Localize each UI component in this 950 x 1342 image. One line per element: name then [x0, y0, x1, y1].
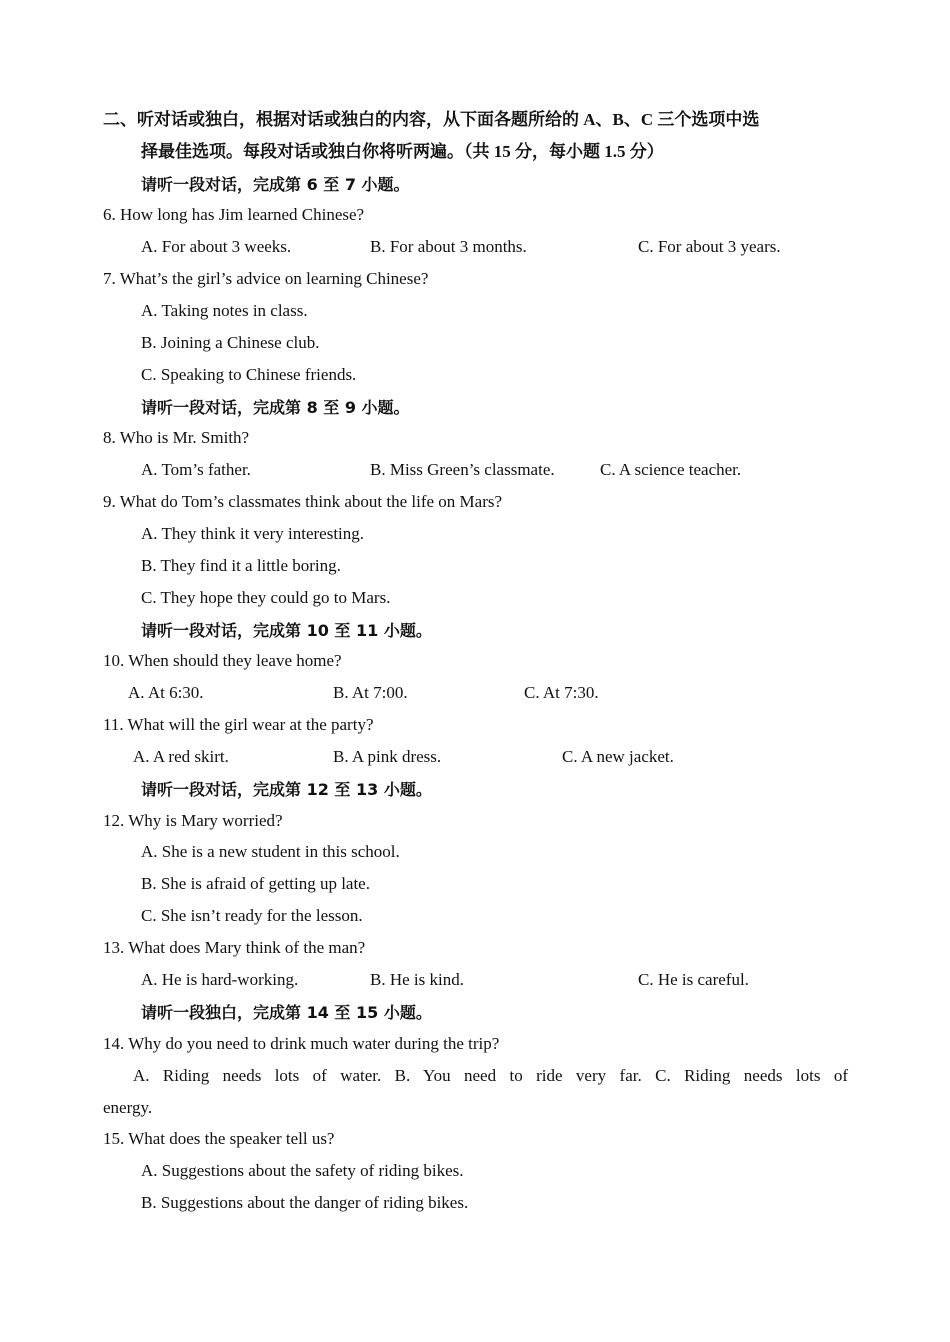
q6-option-c: C. For about 3 years.: [638, 237, 781, 256]
q7-option-c: C. Speaking to Chinese friends.: [141, 365, 357, 384]
q9-option-b: B. They find it a little boring.: [141, 556, 341, 575]
q6-option-b: B. For about 3 months.: [370, 237, 527, 256]
q15-option-b: B. Suggestions about the danger of riding bikes.: [141, 1193, 469, 1212]
question-13: 13. What does Mary think of the man?: [103, 938, 366, 957]
q6-option-a: A. For about 3 weeks.: [141, 237, 292, 256]
q11-option-b: B. A pink dress.: [333, 747, 442, 766]
q7-option-a: A. Taking notes in class.: [141, 301, 308, 320]
q9-option-a: A. They think it very interesting.: [141, 524, 365, 543]
section-title-line2: 择最佳选项。每段对话或独白你将听两遍。（共 15 分，每小题 1.5 分）: [141, 142, 664, 161]
question-10: 10. When should they leave home?: [103, 651, 342, 670]
group-heading: 请听一段对话，完成第 12 至 13 小题。: [141, 780, 432, 799]
question-9: 9. What do Tom’s classmates think about the life on Mars?: [103, 492, 503, 511]
q11-option-c: C. A new jacket.: [562, 747, 674, 766]
question-11: 11. What will the girl wear at the party?: [103, 715, 374, 734]
q8-option-c: C. A science teacher.: [600, 460, 742, 479]
q10-option-c: C. At 7:30.: [524, 683, 599, 702]
question-14: 14. Why do you need to drink much water during the trip?: [103, 1034, 500, 1053]
q10-option-a: A. At 6:30.: [128, 683, 204, 702]
group-heading: 请听一段对话，完成第 8 至 9 小题。: [141, 398, 410, 417]
question-7: 7. What’s the girl’s advice on learning Chinese?: [103, 269, 429, 288]
question-6: 6. How long has Jim learned Chinese?: [103, 205, 365, 224]
q15-option-a: A. Suggestions about the safety of riding bikes.: [141, 1161, 464, 1180]
question-8: 8. Who is Mr. Smith?: [103, 428, 250, 447]
group-heading: 请听一段独白，完成第 14 至 15 小题。: [141, 1003, 432, 1022]
q14-options-continued: energy.: [103, 1098, 153, 1117]
q14-options: A. Riding needs lots of water. B. You need to ride very far. C. Riding needs lots of: [133, 1066, 848, 1085]
q8-option-b: B. Miss Green’s classmate.: [370, 460, 555, 479]
q8-option-a: A. Tom’s father.: [141, 460, 251, 479]
q12-option-a: A. She is a new student in this school.: [141, 842, 400, 861]
q11-option-a: A. A red skirt.: [133, 747, 229, 766]
section-title-line1: 二、听对话或独白，根据对话或独白的内容，从下面各题所给的 A、B、C 三个选项中选: [103, 110, 760, 129]
q13-option-c: C. He is careful.: [638, 970, 749, 989]
q12-option-c: C. She isn’t ready for the lesson.: [141, 906, 363, 925]
group-heading: 请听一段对话，完成第 6 至 7 小题。: [141, 175, 410, 194]
question-15: 15. What does the speaker tell us?: [103, 1129, 335, 1148]
q9-option-c: C. They hope they could go to Mars.: [141, 588, 391, 607]
q10-option-b: B. At 7:00.: [333, 683, 408, 702]
q13-option-a: A. He is hard-working.: [141, 970, 299, 989]
group-heading: 请听一段对话，完成第 10 至 11 小题。: [141, 621, 432, 640]
question-12: 12. Why is Mary worried?: [103, 811, 283, 830]
q12-option-b: B. She is afraid of getting up late.: [141, 874, 370, 893]
q7-option-b: B. Joining a Chinese club.: [141, 333, 320, 352]
q13-option-b: B. He is kind.: [370, 970, 464, 989]
